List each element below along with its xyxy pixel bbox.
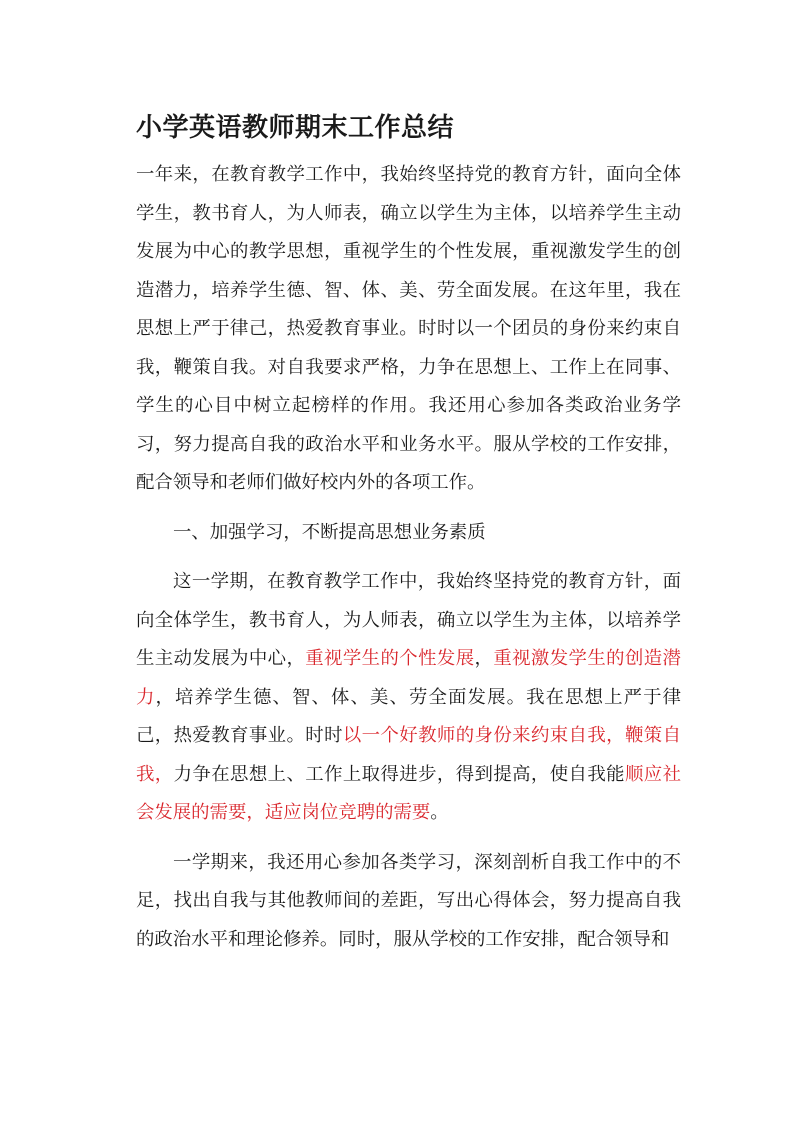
highlighted-text: 重视学生的个性发展 — [305, 648, 475, 669]
paragraph-text: ， — [474, 648, 494, 669]
paragraph-text: 。 — [430, 802, 449, 823]
highlighted-text: 顺应社会发展的需要，适应岗位竞聘的需要 — [136, 763, 681, 823]
document-title: 小学英语教师期末工作总结 — [136, 113, 455, 143]
highlighted-text: 以一个好教师的身份来约束自我，鞭策自我， — [136, 725, 681, 785]
paragraph-text: ，培养学生德、智、体、美、劳全面发展。我在思想上严于律己，热爱教育事业。时时 — [136, 686, 681, 746]
highlighted-text: 重视激发学生的创造潜力 — [136, 648, 681, 708]
document-page — [136, 108, 681, 959]
paragraph-text: 力争在思想上、工作上取得进步，得到提高，使自我能 — [173, 763, 625, 785]
section-heading: 一、加强学习，不断提高思想业务素质 — [173, 521, 486, 543]
closing-paragraph: 一学期来，我还用心参加各类学习，深刻剖析自我工作中的不足，找出自我与其他教师间的差距，写出心得体会，努力提高自我的政治水平和理论修养。同时，服从学校的工作安排，配合领导和 — [136, 851, 681, 950]
paragraph-text: 这一学期，在教育教学工作中，我始终坚持党的教育方针，面向全体学生，教书育人，为人师表，确立以学生为主体，以培养学生主动发展为中心， — [136, 571, 681, 669]
section-paragraph — [136, 563, 681, 833]
intro-paragraph: 一年来，在教育教学工作中，我始终坚持党的教育方针，面向全体学生，教书育人，为人师表，确立以学生为主体，以培养学生主动发展为中心的教学思想，重视学生的个性发展，重视激发学生的创造潜力，培养学生德、智、体、美、劳全面发展。在这年里，我在思想上严于律己，热爱教育事业。时时以一个团员的身份来约束自我，鞭策自我。对自我要求严格，力争在思想上、工作上在同事、学生的心目中树立起榜样的作用。我还用心参加各类政治业务学习，努力提高自我的政治水平和业务水平。服从学校的工作安排，配合领导和老师们做好校内外的各项工作。 — [136, 164, 681, 493]
